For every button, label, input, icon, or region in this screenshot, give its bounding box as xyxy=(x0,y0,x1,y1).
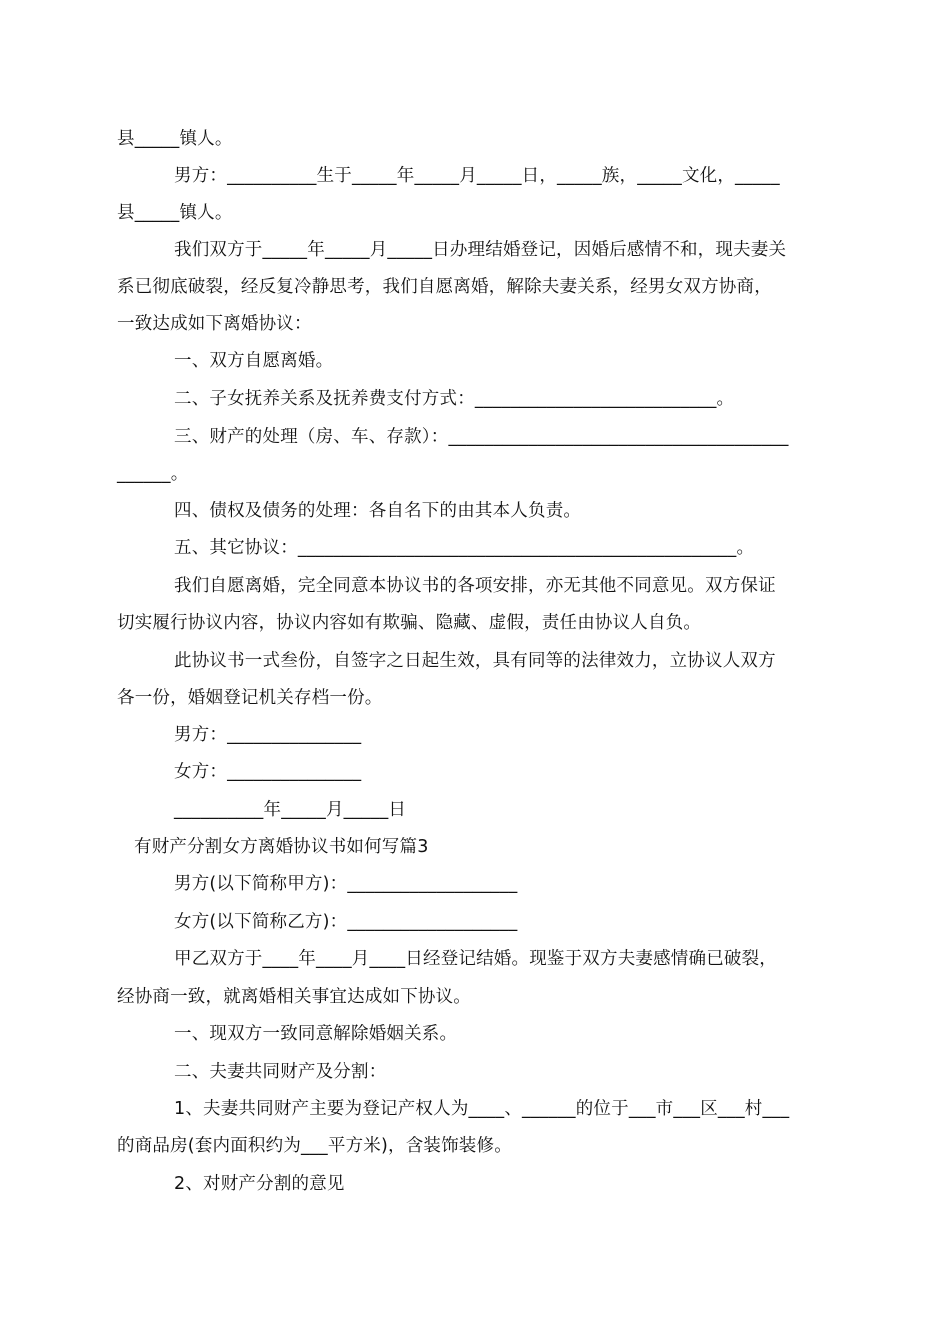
text-line: 一、双方自愿离婚。 xyxy=(174,351,334,371)
text-line: 男方：_______________ xyxy=(174,725,362,745)
text-line: 我们双方于_____年_____月_____日办理结婚登记，因婚后感情不和，现夫妻关 xyxy=(174,240,787,260)
text-line: 切实履行协议内容，协议内容如有欺骗、隐藏、虚假，责任由协议人自负。 xyxy=(117,613,702,633)
text-line: __________年_____月_____日 xyxy=(174,800,407,820)
text-line: ______。 xyxy=(117,464,189,484)
text-line: 一致达成如下离婚协议： xyxy=(117,314,312,334)
text-line: 一、现双方一致同意解除婚姻关系。 xyxy=(174,1024,458,1044)
text-line: 县_____镇人。 xyxy=(117,203,233,223)
text-line: 女方(以下简称乙方)：___________________ xyxy=(174,912,518,932)
text-line: 男方(以下简称甲方)：___________________ xyxy=(174,874,518,894)
text-line: 男方：__________生于_____年_____月_____日，_____族，_____文化，_____ xyxy=(174,166,780,186)
text-line: 甲乙双方于____年____月____日经登记结婚。现鉴于双方夫妻感情确已破裂， xyxy=(174,949,777,969)
text-line: 二、夫妻共同财产及分割： xyxy=(174,1062,387,1082)
text-line: 五、其它协议：_________________________________________________。 xyxy=(174,538,755,558)
text-line: 三、财产的处理（房、车、存款）：______________________________________ xyxy=(174,427,789,447)
text-line: 县_____镇人。 xyxy=(117,129,233,149)
section-heading: 有财产分割女方离婚协议书如何写篇3 xyxy=(134,837,429,857)
text-line: 女方：_______________ xyxy=(174,762,362,782)
text-line: 此协议书一式叁份，自签字之日起生效，具有同等的法律效力，立协议人双方 xyxy=(174,651,776,671)
text-line: 1、夫妻共同财产主要为登记产权人为____、______的位于___市___区___村___ xyxy=(174,1099,790,1119)
text-line: 2、对财产分割的意见 xyxy=(174,1174,345,1194)
text-line: 的商品房(套内面积约为___平方米)，含装饰装修。 xyxy=(117,1136,512,1156)
text-line: 四、债权及债务的处理：各自名下的由其本人负责。 xyxy=(174,501,582,521)
text-line: 系已彻底破裂，经反复冷静思考，我们自愿离婚，解除夫妻关系，经男女双方协商， xyxy=(117,277,772,297)
text-line: 经协商一致，就离婚相关事宜达成如下协议。 xyxy=(117,987,471,1007)
text-line: 二、子女抚养关系及抚养费支付方式：___________________________。 xyxy=(174,389,735,409)
text-line: 各一份，婚姻登记机关存档一份。 xyxy=(117,688,383,708)
text-line: 我们自愿离婚，完全同意本协议书的各项安排，亦无其他不同意见。双方保证 xyxy=(174,576,776,596)
